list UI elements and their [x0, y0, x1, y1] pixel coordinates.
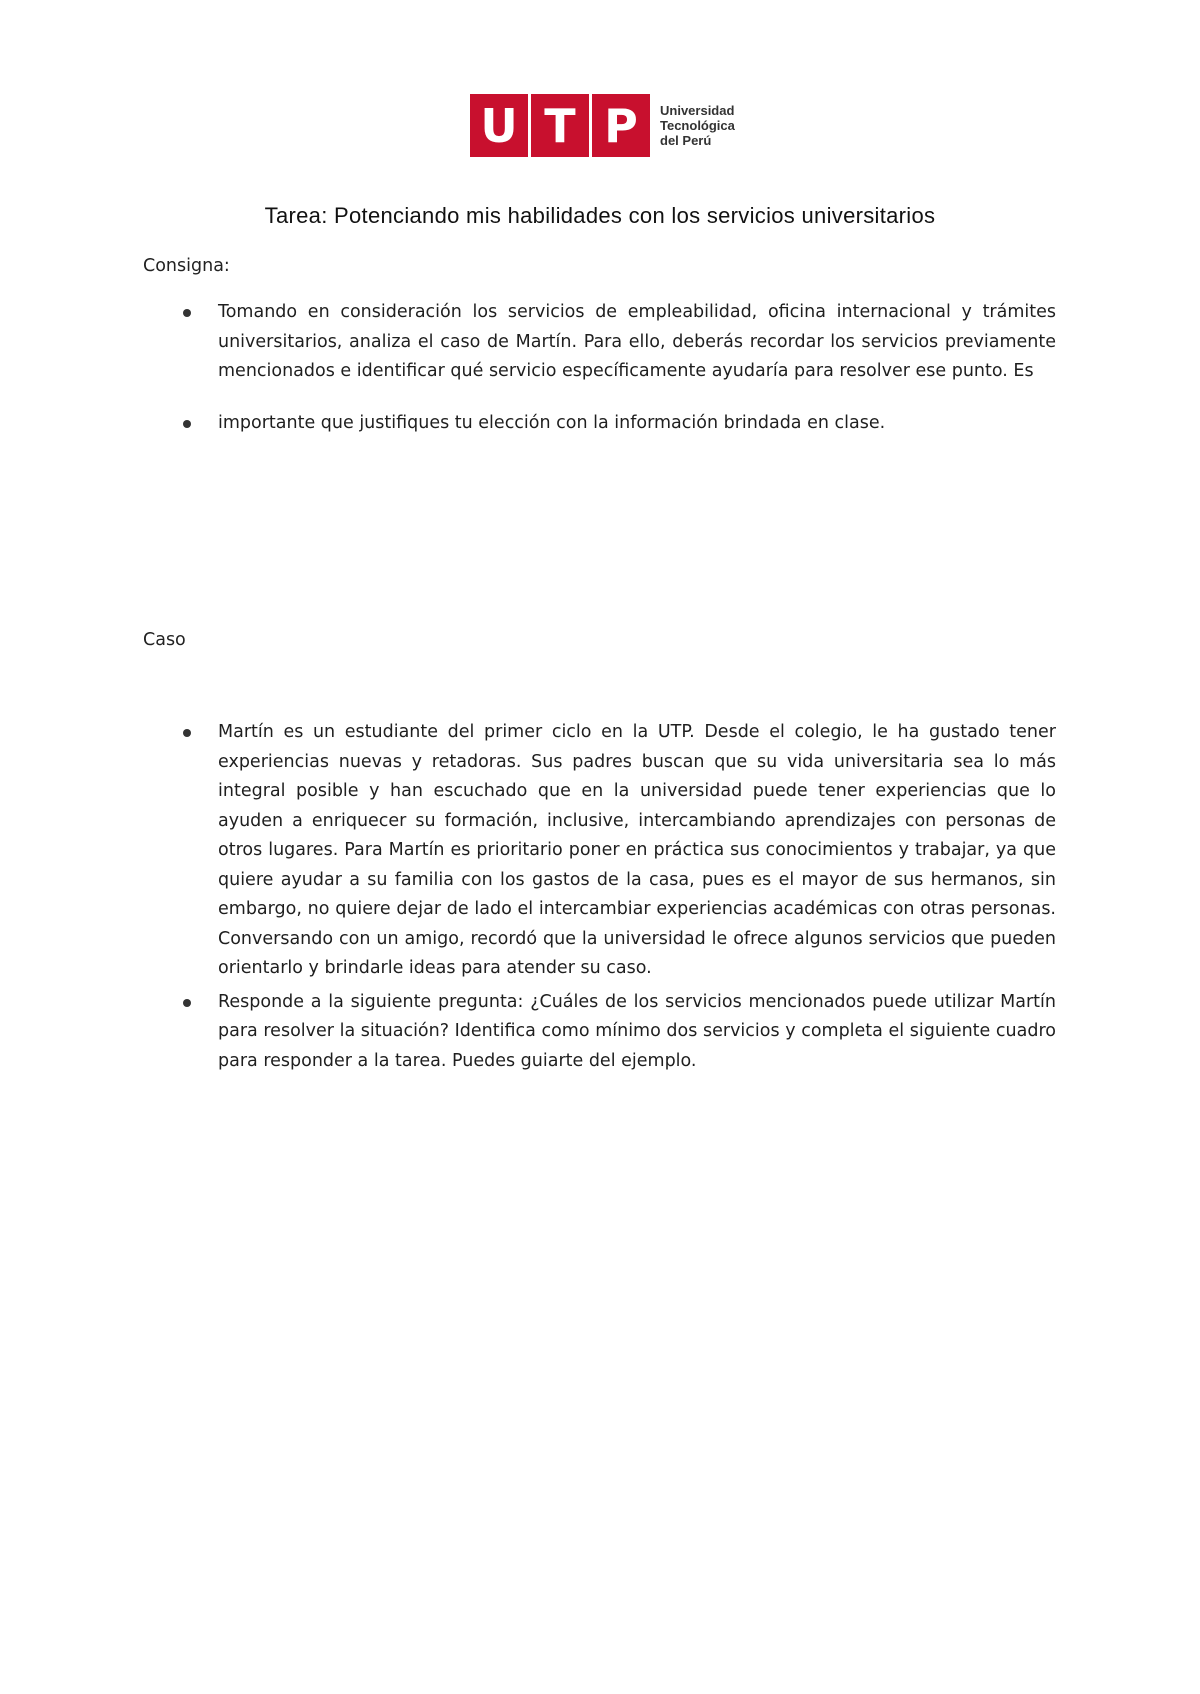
list-item-text: Responde a la siguiente pregunta: ¿Cuáles de los servicios mencionados puede utilizar Martín para resolver la situación? Identifica como mínimo dos servicios y completa el siguiente cuadro para responder a la tarea. Puedes guiarte del ejemplo.	[218, 991, 1056, 1071]
list-item	[0, 409, 1056, 439]
logo-university-name	[660, 103, 735, 148]
list-item-text: Martín es un estudiante del primer ciclo en la UTP. Desde el colegio, le ha gustado tener experiencias nuevas y retadoras. Sus padres buscan que su vida universitaria sea lo más integral posible y han escuchado que en la universidad puede tener experiencias que lo ayuden a enriquecer su formación, inclusive, intercambiando aprendizajes con personas de otros lugares. Para Martín es prioritario poner en práctica sus conocimientos y trabajar, ya que quiere ayudar a su familia con los gastos de la casa, pues es el mayor de sus hermanos, sin embargo, no quiere dejar de lado el intercambiar experiencias académicas con otras personas. Conversando con un amigo, recordó que la universidad le ofrece algunos servicios que pueden orientarlo y brindarle ideas para atender su caso.	[218, 722, 1056, 978]
logo-letter-t: T	[531, 94, 589, 157]
list-item	[0, 718, 1056, 984]
list-item-text: Tomando en consideración los servicios de empleabilidad, oficina internacional y trámites universitarios, analiza el caso de Martín. Para ello, deberás recordar los servicios previamente mencionados e identificar qué servicio específicamente ayudaría para resolver ese punto. Es	[218, 302, 1056, 381]
logo-letters	[470, 94, 650, 157]
caso-label: Caso	[143, 630, 186, 650]
list-item	[0, 988, 1056, 1077]
logo-text-line: Universidad	[660, 103, 735, 118]
logo-text-line: Tecnológica	[660, 118, 735, 133]
list-item	[0, 298, 1056, 387]
document-title: Tarea: Potenciando mis habilidades con los servicios universitarios	[264, 203, 936, 228]
logo-letter-p: P	[592, 94, 650, 157]
bullet-icon	[183, 309, 191, 317]
consigna-list	[0, 298, 1056, 438]
logo-text-line: del Perú	[660, 133, 712, 148]
bullet-icon	[183, 999, 191, 1007]
caso-list	[0, 718, 1056, 1076]
consigna-label: Consigna:	[143, 256, 230, 276]
utp-logo	[470, 94, 735, 157]
list-item-text: importante que justifiques tu elección con la información brindada en clase.	[218, 412, 886, 433]
bullet-icon	[183, 729, 191, 737]
bullet-icon	[183, 420, 191, 428]
logo-letter-u: U	[470, 94, 528, 157]
